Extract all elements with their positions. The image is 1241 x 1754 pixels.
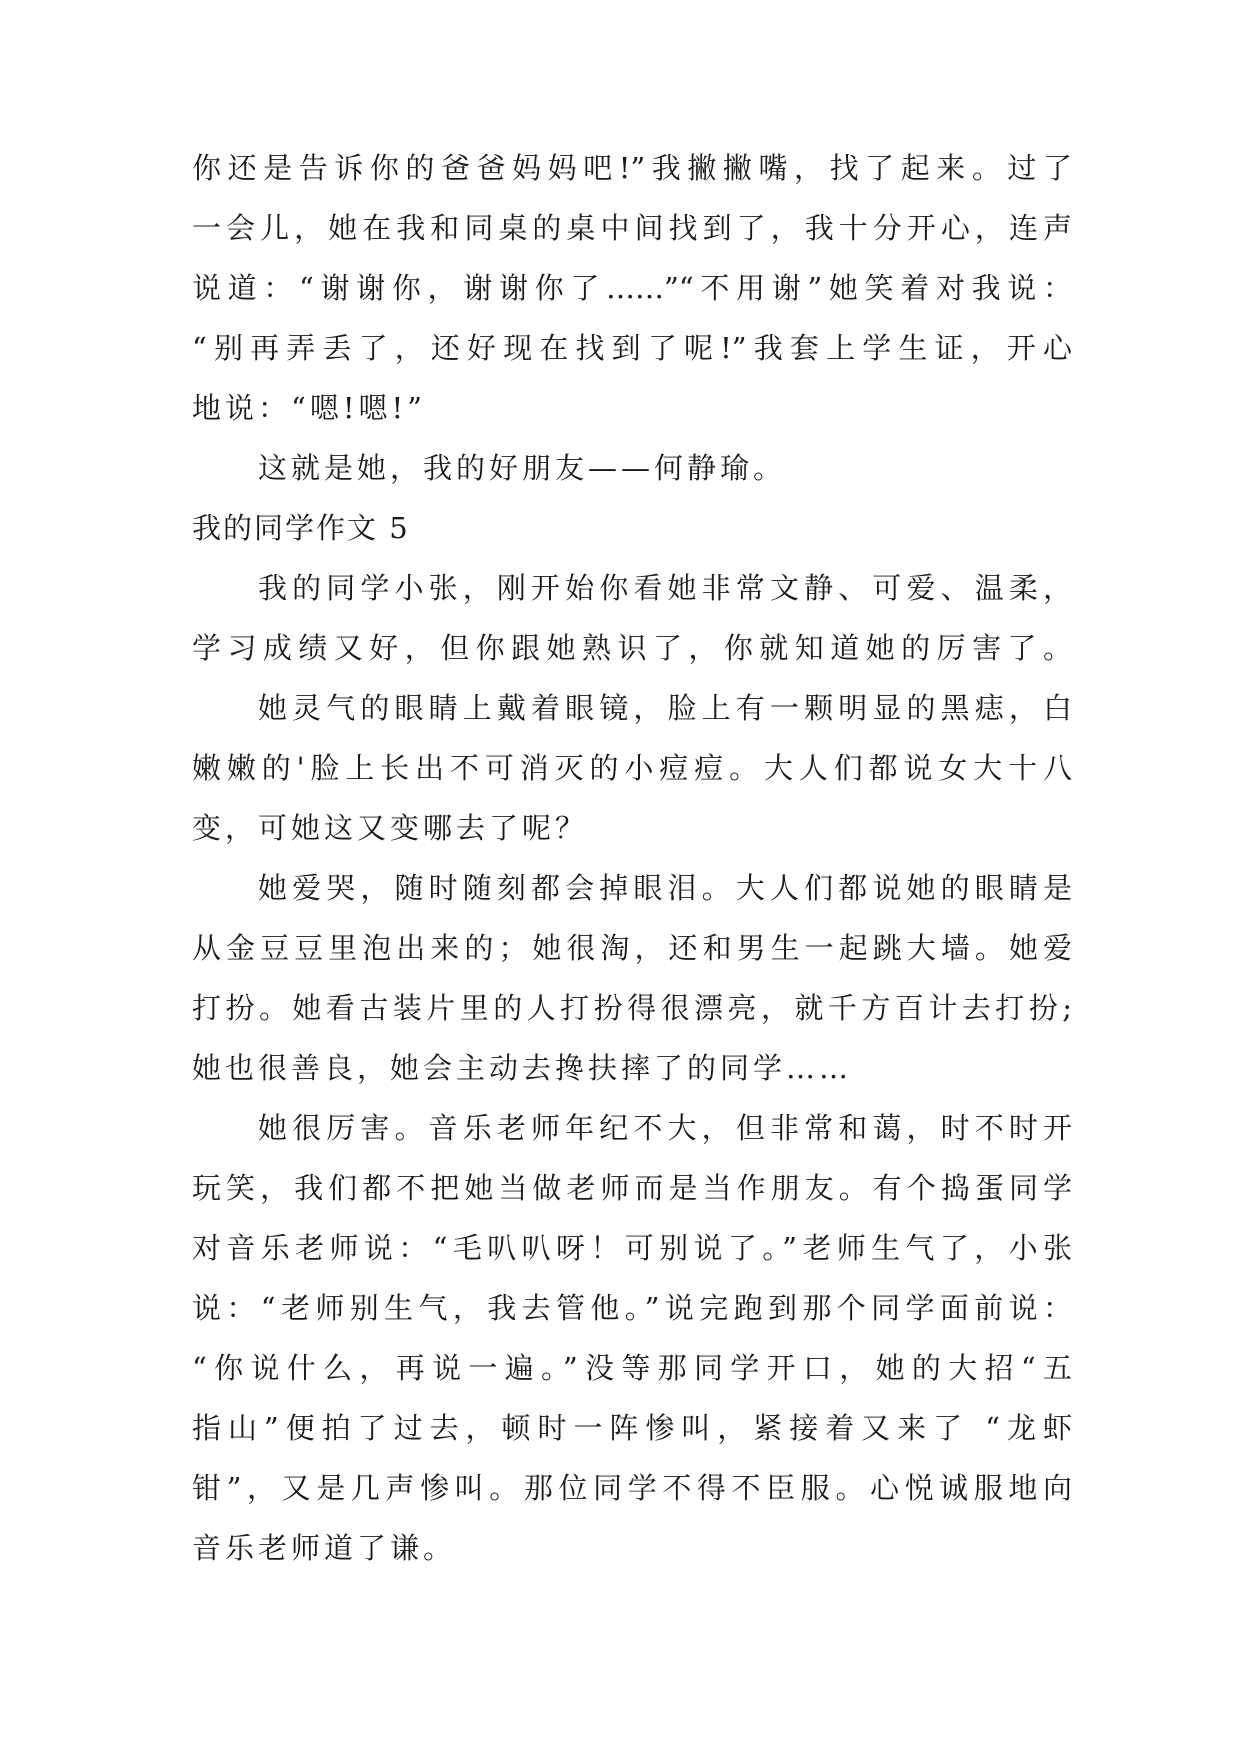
- paragraph-line: 她很厉害。音乐老师年纪不大，但非常和蔼，时不时开: [258, 1111, 1072, 1145]
- paragraph-line: 说：“老师别生气，我去管他。”说完跑到那个同学面前说：: [192, 1291, 1072, 1325]
- paragraph-line: 钳”，又是几声惨叫。那位同学不得不臣服。心悦诚服地向: [192, 1471, 1072, 1505]
- paragraph-line: 变，可她这又变哪去了呢？: [192, 811, 589, 845]
- paragraph-line: 玩笑，我们都不把她当做老师而是当作朋友。有个捣蛋同学: [192, 1171, 1072, 1205]
- paragraph-line: “别再弄丢了，还好现在找到了呢!”我套上学生证，开心: [192, 331, 1072, 365]
- paragraph-line: 她也很善良，她会主动去搀扶摔了的同学……: [192, 1051, 853, 1085]
- paragraph-line: 嫩嫩的'脸上长出不可消灭的小痘痘。大人们都说女大十八: [192, 751, 1072, 785]
- paragraph-line: “你说什么，再说一遍。”没等那同学开口，她的大招“五: [192, 1351, 1072, 1385]
- paragraph-line: 她灵气的眼睛上戴着眼镜，脸上有一颗明显的黑痣，白: [258, 691, 1072, 725]
- paragraph-line: 我的同学小张，刚开始你看她非常文静、可爱、温柔，: [258, 571, 1072, 605]
- paragraph-line: 从金豆豆里泡出来的；她很淘，还和男生一起跳大墙。她爱: [192, 931, 1072, 965]
- paragraph-line: 这就是她，我的好朋友——何静瑜。: [258, 451, 787, 485]
- paragraph-line: 音乐老师道了谦。: [192, 1531, 457, 1565]
- section-heading: 我的同学作文 5: [192, 511, 410, 545]
- paragraph-line: 说道：“谢谢你，谢谢你了……”“不用谢”她笑着对我说：: [192, 271, 1072, 305]
- paragraph-line: 一会儿，她在我和同桌的桌中间找到了，我十分开心，连声: [192, 211, 1072, 245]
- paragraph-line: 对音乐老师说：“毛叭叭呀！可别说了。”老师生气了，小张: [192, 1231, 1072, 1265]
- paragraph-line: 你还是告诉你的爸爸妈妈吧!”我撇撇嘴，找了起来。过了: [192, 151, 1072, 185]
- paragraph-line: 地说：“嗯!嗯!”: [192, 391, 426, 425]
- paragraph-line: 她爱哭，随时随刻都会掉眼泪。大人们都说她的眼睛是: [258, 871, 1072, 905]
- paragraph-line: 打扮。她看古装片里的人打扮得很漂亮，就千方百计去打扮;: [192, 991, 1072, 1025]
- paragraph-line: 学习成绩又好，但你跟她熟识了，你就知道她的厉害了。: [192, 631, 1072, 665]
- paragraph-line: 指山”便拍了过去，顿时一阵惨叫，紧接着又来了 “龙虾: [192, 1411, 1072, 1445]
